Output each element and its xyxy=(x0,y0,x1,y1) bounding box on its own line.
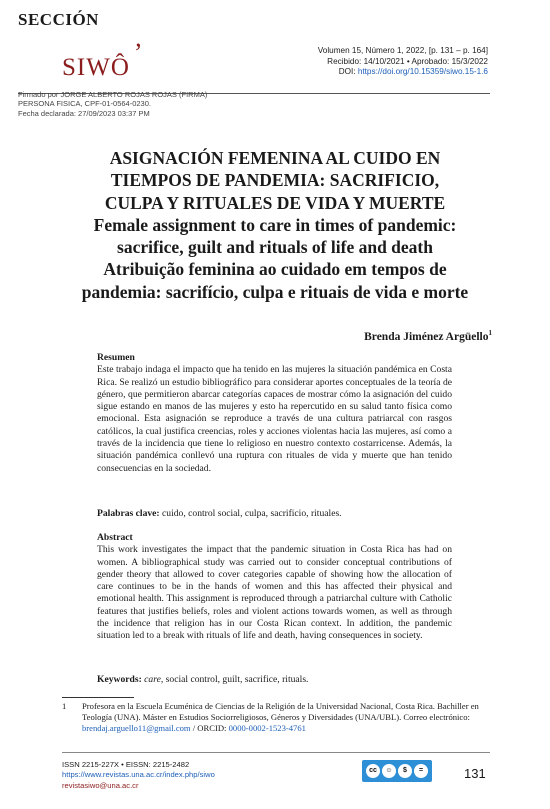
footnote-rule xyxy=(62,697,134,698)
author-name: Brenda Jiménez Argüello$^1$ xyxy=(364,329,492,343)
article-titles xyxy=(50,147,500,303)
resumen-section xyxy=(97,352,452,475)
abstract-text: This work investigates the impact that the pandemic situation in Costa Rica has had on women. A bibliographical study was carried out to consider conceptual contributions of gender theory that allowed to cover categories capable of showing how the allocation of care continues to be in the hands of women and this has affected their physical and emotional health. This assignment is reproduced through a patriarchal culture with Catholic features that justifies beliefs, roles and violent actions towards women, as well as through the incidence that religion has in our Costa Rican context. In addition, the pandemic situation led to a break with rituals of life and death, having consequences in society. xyxy=(97,544,452,642)
title-en: Female assignment to care in times of pandemic: sacrifice, guilt and rituals of life and death xyxy=(93,214,457,258)
volume-line: Volumen 15, Número 1, 2022, [p. 131 – p. 164] xyxy=(317,46,488,55)
title-es: ASIGNACIÓN FEMENINA AL CUIDO EN TIEMPOS DE PANDEMIA: SACRIFICIO, CULPA Y RITUALES DE VIDA Y MUERTE xyxy=(104,148,446,213)
issn: ISSN 2215-227X • EISSN: 2215-2482 xyxy=(62,760,190,769)
keywords: Keywords: care, social control, guilt, sacrifice, rituals. xyxy=(97,674,309,685)
abstract-heading: Abstract xyxy=(97,532,133,543)
nd-icon: = xyxy=(414,764,428,778)
doi-link[interactable]: https://doi.org/10.15359/siwo.15-1.6 xyxy=(357,67,488,77)
doi-line: DOI: https://doi.org/10.15359/siwo.15-1.6 xyxy=(338,67,488,77)
cc-license-badge[interactable] xyxy=(362,760,432,782)
journal-email-link[interactable]: revistasiwo@una.ac.cr xyxy=(62,780,139,790)
journal-logo: SIWÔ’ xyxy=(62,38,144,81)
resumen-heading: Resumen xyxy=(97,352,135,363)
abstract-section xyxy=(97,532,452,643)
orcid-link[interactable]: 0000-0002-1523-4761 xyxy=(228,723,306,734)
journal-url-link[interactable]: https://www.revistas.una.ac.cr/index.php/siwo xyxy=(62,770,215,780)
nc-icon: $ xyxy=(398,764,412,778)
title-pt: Atribuição feminina ao cuidado em tempos de pandemia: sacrifício, culpa e rituais de vida e morte xyxy=(81,259,469,302)
footnote-marker[interactable]: 1 xyxy=(488,329,492,337)
by-icon: ☺ xyxy=(382,764,396,778)
cc-icon: cc xyxy=(366,764,380,778)
footer-info xyxy=(62,760,215,791)
palabras-clave: Palabras clave: cuido, control social, culpa, sacrificio, rituales. xyxy=(97,508,342,519)
digital-signature: Firmado por JORGE ALBERTO ROJAS ROJAS (FIRMA) PERSONA FISICA, CPF-01-0564-0230. Fecha declarada: 27/09/2023 03:37 PM xyxy=(18,90,208,118)
section-label: SECCIÓN xyxy=(18,10,99,29)
dates-line: Recibido: 14/10/2021 • Aprobado: 15/3/2022 xyxy=(327,56,488,66)
footer-rule xyxy=(62,752,490,753)
resumen-text: Este trabajo indaga el impacto que ha tenido en las mujeres la situación pandémica en Costa Rica. Se realizó un estudio bibliográfico para considerar aportes conceptuales de la teoría de género, que permitieron abarcar categorías capaces de mostrar cómo la asignación del cuido sigue estando en manos de las mujeres y esto ha repercutido en su salud tanto física como emocional. Esta asignación se reproduce a través de una cultura patriarcal con rasgos católicos, la cual justifica creencias, roles y acciones violentas hacia las mujeres, así como a través de la incidencia que tiene lo religioso en nuestro contexto costarricense. Además, la situación pandémica conllevó una ruptura con rituales de vida y muerte que han tenido consecuencias en la sociedad. xyxy=(97,364,452,474)
issue-metadata xyxy=(318,46,488,78)
author-email-link[interactable]: brendaj.arguello11@gmail.com xyxy=(82,723,191,734)
page-number: 131 xyxy=(464,766,486,781)
